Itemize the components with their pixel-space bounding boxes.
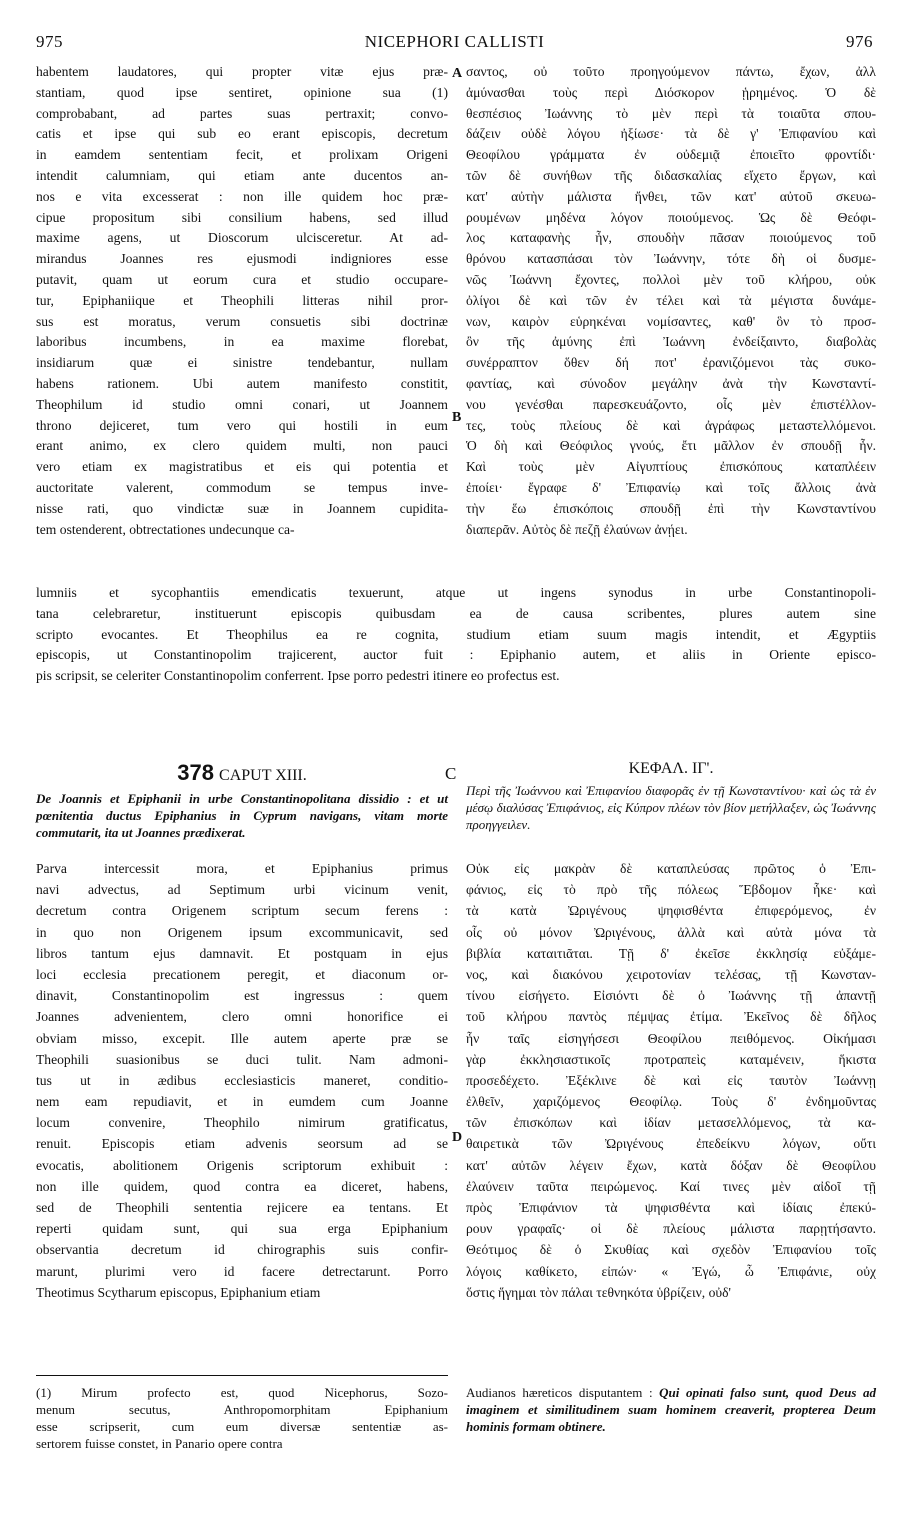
text-line: Οὐκ εἰς μακρὰν δὲ καταπλεύσας πρῶτος ὁ Ἐπι- (466, 861, 876, 876)
text-line: βιβλία καταιτιᾶται. Τῇ δ' ἐκεῖσε ἐκκλησίᾳ εὐξάμε- (466, 945, 876, 961)
text-line: κατ' αὐτῶν λέγειν ἔχων, κατὰ δόξαν δὲ Θεοφίλου (466, 1157, 876, 1173)
text-line: τίνου εἰσήγετο. Εἰσιόντι δὲ ὁ Ἰωάννης τῇ ἀπαντῇ (466, 988, 876, 1004)
chapter-number: 378 (177, 760, 214, 785)
greek-chapter-subtitle: Περὶ τῆς Ἰωάννου καὶ Ἐπιφανίου διαφορᾶς ἐν τῇ Κωνσταντίνου· καὶ ὡς τὰ ἐν μέσῳ διαλύσας Ἐπιφάνιος, εἰς Κύπρον πλέων τὸν βίον μετήλλαξεν, ὡς Ἰωάννης προηγγειλεν. (466, 783, 876, 832)
text-line: νων, καιρὸν εὑρηκέναι νομίσαντες, καθ' ὃν τὸ προσ- (466, 313, 876, 329)
latin-full-width-paragraph (36, 583, 876, 687)
text-line: τῶν ἐπισκόπων καὶ ἰδίαν μετασελλόμενος, τὰ κα- (466, 1115, 876, 1131)
text-line: δάζειν οὐδὲ λόγου ἠξίωσε· τὰ δὲ γ' Ἐπιφανίου καὶ (466, 126, 876, 142)
latin-column-top (36, 62, 448, 540)
text-line: γὰρ ἐκκλησιαστικοῖς προτραπεὶς καταμένειν, ἥκιστα (466, 1051, 876, 1067)
margin-mark-b: B (452, 410, 462, 425)
text-line: Καὶ τοὺς μὲν Αἰγυπτίους ἐπισκόπους καταπλέειν (466, 459, 876, 475)
text-line: ἀμύνασθαι τοὺς περὶ Διόσκορον ᾑρημένος. Ὁ δὲ (466, 84, 876, 100)
running-header (36, 32, 873, 56)
text-line: catis et ipse qui sub eo erant episcopis, decretum (36, 126, 448, 142)
text-line: loci ecclesia precationem peregit, et diaconum or- (36, 966, 448, 982)
running-title: NICEPHORI CALLISTI (364, 32, 545, 51)
text-line: νου γενέσθαι παρεσκευάζοντο, οἷς μὲν ἐπιστέλλον- (466, 396, 876, 412)
text-line: erant animo, ex clero quidem multi, non pauci (36, 438, 448, 454)
text-line: Theophilum id studio omni conari, ut Joannem (36, 396, 448, 412)
text-line: cipue propositum sibi consilium habens, sed illud (36, 209, 448, 225)
text-line: scripto evocantes. Et Theophilus ea re cognita, studium etiam suum magis intendit, et Ægyptiis (36, 626, 876, 642)
text-line: nem eam repudiavit, et in eumdem cum Joanne (36, 1094, 448, 1110)
text-line: κατ' αὐτὴν μάλιστα ἤνθει, τῶν κατ' αὐτοῦ σκευω- (466, 188, 876, 204)
text-line: νῶς Ἰωάννη ἔχοντες, πολλοὶ μὲν τοῦ κλήρου, οὐκ (466, 271, 876, 287)
text-line: ἐλαύνειν ταῦτα πειρώμενος. Καί τινες μὲν αἰδοῖ τῇ (466, 1178, 876, 1194)
footnote-continuation (466, 1384, 876, 1435)
text-line: τοῦ κλήρου παντὸς πέμψας ἐτίμα. Ἐκεῖνος δὲ δῆλος (466, 1009, 876, 1025)
text-line: navi advectus, ad Septimum urbi vicinum venit, (36, 882, 448, 898)
text-line: φάνιος, εἰς τὸ πρὸ τῆς πόλεως Ἕβδομον ἧκε· καὶ (466, 882, 876, 898)
footnote-line: esse scripserit, cum eum diversæ sententiæ as- (36, 1419, 448, 1434)
caput-heading: CAPUT XIII. (219, 767, 307, 784)
text-line: λόγοις καθίκετο, εἰπών· « Ἐγώ, ὦ Ἐπιφάνιε, οὐχ (466, 1263, 876, 1279)
greek-column-body (466, 858, 876, 1303)
footnote-line: menum secutus, Anthropomorphitam Epiphanium (36, 1402, 448, 1417)
text-line: πρὸς Ἐπιφάνιον τὰ ψηφισθέντα καὶ ἰδίαις ἐπεκύ- (466, 1200, 876, 1215)
text-line: non ille quidem, quod contra ea diceret, habens, (36, 1178, 448, 1194)
text-line: marunt, plurimi vero id facere detrectarunt. Porro (36, 1263, 448, 1279)
text-line: Ὁ δὴ καὶ Θεόφιλος γνούς, ἔτι μᾶλλον ἐν σπουδῇ ἦν. (466, 438, 876, 454)
text-line: ὀλίγοι δὲ καὶ τῶν ἐν τέλει καὶ τὰ μέγιστα δυνάμε- (466, 292, 876, 308)
text-line: reperti quidam sunt, qui sua erga Epiphanium (36, 1221, 448, 1237)
margin-mark-a: A (452, 66, 463, 81)
text-line: intendit calumniam, qui etiam ante ducentos an- (36, 167, 448, 183)
text-line: sed de Theophili sententia rejicere ea tentans. Et (36, 1200, 448, 1215)
text-line: vero etiam ex magistratibus et eis qui potentia et (36, 459, 448, 475)
text-line: nisse rati, quo vindictæ suæ in Joannem cupidita- (36, 500, 448, 516)
text-line: νος, καὶ διακόνου χειροτονίαν τελέσας, τῇ Κωνσταν- (466, 966, 876, 982)
text-line: θρόνου κατασπάσαι τὸν Ἰωάννην, τότε δὴ οἱ δυσμε- (466, 251, 876, 267)
text-line: laboribus incumbens, in ea maxime florebat, (36, 334, 448, 350)
footnote-line: (1) Mirum profecto est, quod Nicephorus, Sozo- (36, 1385, 448, 1400)
text-line: ὂν τῆς ἀμύνης ἐπὶ Ἰωάννη ἐνδείξαιντο, διαβολὰς (466, 334, 876, 350)
text-line: τῶν δὲ συνήθων τῆς διδασκαλίας εἴχετο ἔργων, καὶ (466, 167, 876, 183)
text-line: putavit, quam ut eorum cura et studio occupare- (36, 271, 448, 287)
text-line: locum convenire, Theophilo nimirum gratificatus, (36, 1115, 448, 1131)
text-line: ὅστις ἥγημαι τὸν πάλαι τεθνηκότα ὑβρίζειν, οὐδ' (466, 1284, 731, 1300)
text-line: προσεδέχετο. Ἐξέκλινε δὲ καὶ εἰς ταυτὸν Ἰωάννῃ (466, 1072, 876, 1088)
text-line: Θεότιμος δὲ ὁ Σκυθίας καὶ σχεδὸν Ἐπιφανίου τοῖς (466, 1242, 876, 1258)
footnote-line: sertorem fuisse constet, in Panario opere contra (36, 1436, 283, 1451)
footnote-italic-quote: Qui opinati falso sunt, quod Deus ad imaginem et similitudinem suam hominem creaverit, propterea Deum hominis formam obtinere. (466, 1385, 877, 1434)
text-line: throno dejiceret, tum vero qui hostili in eum (36, 417, 448, 433)
text-line: θαιρετικὰ τῶν Ὠριγένους ἐπεδείκνυ λόγων, οὔτι (466, 1136, 876, 1152)
text-line: maxime agens, ut Dioscorum ulcisceretur. At ad- (36, 230, 448, 246)
text-line: tana celebraretur, instituerunt episcopis quibusdam ea de causa scribentes, plures autem sine (36, 605, 876, 621)
text-line: sus est moratus, verum consuetis sibi doctrinæ (36, 313, 448, 329)
footnote-rule (36, 1375, 448, 1376)
text-line: διαπερᾶν. Αὐτὸς δὲ πεζῇ ἐλαύνων ἀνῄει. (466, 521, 688, 537)
text-line: θεσπέσιος Ἰωάννης τὸ μὲν περὶ τὰ τοιαῦτα σπου- (466, 105, 876, 121)
kefala-heading: ΚΕΦΑΛ. ΙΓ'. (628, 760, 714, 777)
text-line: comprobabant, ad partes suas pertraxit; convo- (36, 105, 448, 121)
text-line: habentem laudatores, qui propter vitæ ejus præ- (36, 64, 448, 79)
text-line: mirandus Joannes res ejusmodi indigniores esse (36, 251, 448, 267)
text-line: ἦν ταῖς εἰσηγήσεσι Θεοφίλου πειθόμενος. Οἰκήμασι (466, 1030, 876, 1046)
text-line: decretum contra Origenem scriptum secum ferens : (36, 903, 448, 919)
text-line: obviam misso, excepit. Ille autem aperte præ se (36, 1030, 448, 1046)
footnote-plain-text: Audianos hæreticos disputantem : (466, 1385, 660, 1400)
text-line: habens rationem. Ubi autem manifesto constitit, (36, 375, 448, 391)
page-number-right: 976 (846, 32, 873, 51)
text-line: ρουμένων μηδένα λόγον ποιούμενος. Ὡς δὲ Θεόφι- (466, 209, 876, 225)
text-line: Parva intercessit mora, et Epiphanius primus (36, 861, 448, 876)
page-number-left: 975 (36, 32, 63, 51)
text-line: οἷς οὐ μόνον Ὠριγένους, ἀλλὰ καὶ αὐτὰ μόνα τὰ (466, 924, 876, 940)
text-line: tus ut in ædibus ecclesiasticis maneret, conditio- (36, 1072, 448, 1088)
text-line: Theotimus Scytharum episcopus, Epiphanium etiam (36, 1284, 321, 1300)
text-line: Theophili suasionibus se duci tulit. Nam admoni- (36, 1051, 448, 1067)
text-line: ἐλθεῖν, χαριζόμενος Θεοφίλῳ. Τοὺς δ' ἐνδημοῦντας (466, 1094, 876, 1110)
text-line: nos e vita excesserat : non ille quidem hoc præ- (36, 188, 448, 204)
margin-mark-d: D (452, 1130, 463, 1145)
text-line: episcopis, ut Constantinopolim trajicerent, auctor fuit : Epiphanio autem, et aliis in Oriente episco- (36, 647, 876, 663)
text-line: τες, τοὺς πλείους δὲ καὶ ἀγράφως μεταστελλόμενοι. (466, 417, 876, 433)
text-line: insidiarum quæ ei sinistre tendebantur, nullam (36, 355, 448, 371)
text-line: τὴν ἕω ἐπισκόποις σπουδῇ ἐπὶ τὴν Κωνσταντίνου (466, 500, 876, 516)
text-line: συνέρραπτον ὅθεν δή ποτ' ἐρανιζόμενοι τὰς συκο- (466, 355, 876, 371)
text-line: in eamdem sententiam fecit, et prolixam Origeni (36, 147, 448, 163)
margin-mark-c: C (445, 764, 457, 783)
text-line: tem ostenderent, obtrectationes undecunque ca- (36, 521, 295, 537)
text-line: evocatis, abolitionem Origenis scriptorum exhibuit : (36, 1157, 448, 1173)
text-line: dinavit, Constantinopolim est ingressus : quem (36, 988, 448, 1004)
footnote-latin (36, 1384, 448, 1452)
text-line: renuit. Episcopis etiam advenis seorsum ad se (36, 1136, 448, 1152)
chapter-heading-latin (36, 760, 448, 841)
text-line: ἐποίει· ἔγραφε δ' Ἐπιφανίῳ καὶ τοῖς ἄλλοις ἀνὰ (466, 479, 876, 495)
text-line: φαντίας, καὶ σύνοδον μεγάλην ἀνὰ τὴν Κωνσταντί- (466, 375, 876, 391)
text-line: ρουν γραφαῖς· οἱ δὲ πλείους μάλιστα παρῃτήσαντο. (466, 1221, 876, 1237)
text-line: Θεοφίλου γράμματα ἐν οὐδεμιᾷ ἐποιεῖτο φροντίδι· (466, 147, 876, 163)
greek-column-top (466, 62, 876, 540)
text-line: τὰ κατὰ Ὠριγένους ψηφισθέντα ἐπιφερόμενος, ἐν (466, 903, 876, 919)
chapter-heading-greek (466, 760, 876, 833)
text-line: auctoritate valerent, commodum se tempus inve- (36, 479, 448, 495)
text-line: Joannes advenientem, clero omni honorifice ei (36, 1009, 448, 1025)
text-line: λος καταφανὴς ἦν, σπουδὴν πᾶσαν ποιούμενος τοῦ (466, 230, 876, 246)
text-line: pis scripsit, se celeriter Constantinopolim conferrent. Ipse porro pedestri itinere eo profectus est. (36, 668, 560, 684)
text-line: in quo non Origenem ipsum excommunicavit, sed (36, 924, 448, 940)
text-line: stantiam, quod ipse sentiret, opinione sua (1) (36, 84, 448, 100)
text-line: tur, Epiphaniique et Theophili litteras nihil pror- (36, 292, 448, 308)
text-line: lumniis et sycophantiis emendicatis texuerunt, atque ut ingens synodus in urbe Constantinopoli- (36, 585, 876, 600)
text-line: libros tantum ejus damnavit. Et postquam in ejus (36, 945, 448, 961)
text-line: σαντος, οὐ τοῦτο προηγούμενον πάντω, ἔχων, ἀλλ (466, 64, 876, 79)
latin-chapter-subtitle: De Joannis et Epiphanii in urbe Constantinopolitana dissidio : et ut pœnitentia ductus Epiphanius in Cyprum navigans, vitam morte commutarit, ita ut Joannes prædixerat. (36, 791, 448, 840)
latin-column-body (36, 858, 448, 1303)
text-line: observantia decretum id chirographis suis confir- (36, 1242, 448, 1258)
